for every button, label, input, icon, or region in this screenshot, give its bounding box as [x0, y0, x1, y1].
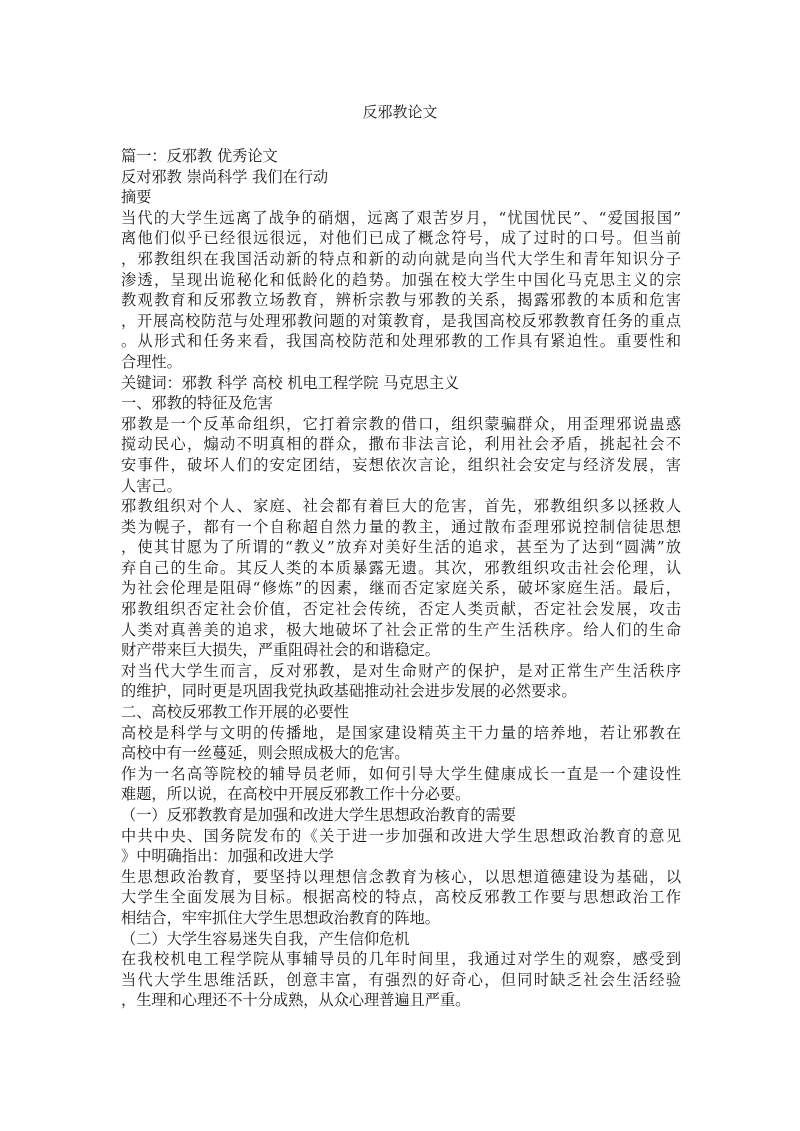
- text-line: 高校中有一丝蔓延，则会照成极大的危害。: [121, 744, 410, 763]
- text-line: ，开展高校防范与处理邪教问题的对策教育，是我国高校反邪教教育任务的重点: [121, 311, 681, 330]
- text-line: （一）反邪教教育是加强和改进大学生思想政治教育的需要: [121, 806, 516, 824]
- text-line: 人类对真善美的追求，极大地破坏了社会正常的生产生活秩序。给人们的生命: [121, 620, 681, 639]
- text-line: （二）大学生容易迷失自我，产生信仰危机: [121, 929, 410, 948]
- text-line: 中共中央、国务院发布的《关于进一步加强和改进大学生思想政治教育的意见: [121, 826, 681, 845]
- text-line: 的维护，同时更是巩固我党执政基础推动社会进步发展的必然要求。: [121, 682, 577, 701]
- text-line: 》中明确指出：加强和改进大学: [121, 847, 334, 866]
- text-line: 安事件，破坏人们的安定团结，妄想依次言论，组织社会安定与经济发展，害: [121, 455, 681, 474]
- text-line: ，邪教组织在我国活动新的特点和新的动向就是向当代大学生和青年知识分子: [121, 249, 681, 268]
- text-line: 二、高校反邪教工作开展的必要性: [121, 703, 349, 722]
- text-line: 为社会伦理是阻碍“修炼”的因素，继而否定家庭关系，破坏家庭生活。最后，: [121, 579, 681, 598]
- text-line: 搅动民心，煽动不明真相的群众，撒布非法言论，利用社会矛盾，挑起社会不: [121, 435, 681, 454]
- text-line: 。从形式和任务来看，我国高校防范和处理邪教的工作具有紧迫性。重要性和: [121, 332, 681, 351]
- text-line: 反对邪教 崇尚科学 我们在行动: [121, 167, 329, 186]
- text-line: 一、邪教的特征及危害: [121, 394, 273, 413]
- text-line: 教观教育和反邪教立场教育，辨析宗教与邪教的关系，揭露邪教的本质和危害: [121, 291, 681, 310]
- text-line: 难题，所以说，在高校中开展反邪教工作十分必要。: [121, 785, 471, 804]
- text-line: 大学生全面发展为目标。根据高校的特点，高校反邪教工作要与思想政治工作: [121, 888, 681, 907]
- text-line: ，生理和心理还不十分成熟，从众心理普遍且严重。: [121, 991, 471, 1010]
- text-line: 作为一名高等院校的辅导员老师，如何引导大学生健康成长一直是一个建设性: [121, 764, 681, 783]
- text-line: 高校是科学与文明的传播地，是国家建设精英主干力量的培养地，若让邪教在: [121, 723, 681, 742]
- text-line: 篇一：反邪教 优秀论文: [121, 147, 278, 165]
- text-line: 关键词：邪教 科学 高校 机电工程学院 马克思主义: [121, 373, 460, 392]
- text-line: 邪教组织对个人、家庭、社会都有着巨大的危害，首先，邪教组织多以拯救人: [121, 497, 681, 516]
- text-line: 邪教组织否定社会价值，否定社会传统，否定人类贡献，否定社会发展，攻击: [121, 600, 681, 619]
- text-line: 人害己。: [121, 476, 182, 495]
- text-line: 生思想政治教育，要坚持以理想信念教育为核心，以思想道德建设为基础，以: [121, 867, 681, 886]
- text-line: 在我校机电工程学院从事辅导员的几年时间里，我通过对学生的观察，感受到: [121, 950, 681, 969]
- text-line: 离他们似乎已经很远很远，对他们已成了概念符号，成了过时的口号。但当前: [121, 229, 681, 248]
- text-line: ，使其甘愿为了所谓的“教义”放弃对美好生活的追求，甚至为了达到“圆满”放: [121, 538, 681, 557]
- document-title: 反邪教论文: [362, 103, 438, 121]
- text-line: 渗透，呈现出诡秘化和低龄化的趋势。加强在校大学生中国化马克思主义的宗: [121, 270, 681, 289]
- text-line: 摘要: [121, 188, 152, 207]
- text-line: 邪教是一个反革命组织，它打着宗教的借口，组织蒙骗群众，用歪理邪说蛊惑: [121, 414, 681, 433]
- text-line: 相结合，牢牢抓住大学生思想政治教育的阵地。: [121, 908, 440, 927]
- text-line: 当代大学生思维活跃，创意丰富，有强烈的好奇心，但同时缺乏社会生活经验: [121, 970, 681, 989]
- text-line: 类为幌子，都有一个自称超自然力量的教主，通过散布歪理邪说控制信徒思想: [121, 517, 681, 536]
- text-line: 弃自己的生命。其反人类的本质暴露无遗。其次，邪教组织攻击社会伦理，认: [121, 558, 681, 577]
- text-line: 当代的大学生远离了战争的硝烟，远离了艰苦岁月，“忧国忧民”、“爱国报国”: [121, 208, 681, 227]
- text-line: 合理性。: [121, 352, 182, 371]
- text-line: 对当代大学生而言，反对邪教，是对生命财产的保护，是对正常生产生活秩序: [121, 661, 681, 680]
- text-line: 财产带来巨大损失，严重阻碍社会的和谐稳定。: [121, 641, 440, 660]
- document-body: [121, 146, 681, 1011]
